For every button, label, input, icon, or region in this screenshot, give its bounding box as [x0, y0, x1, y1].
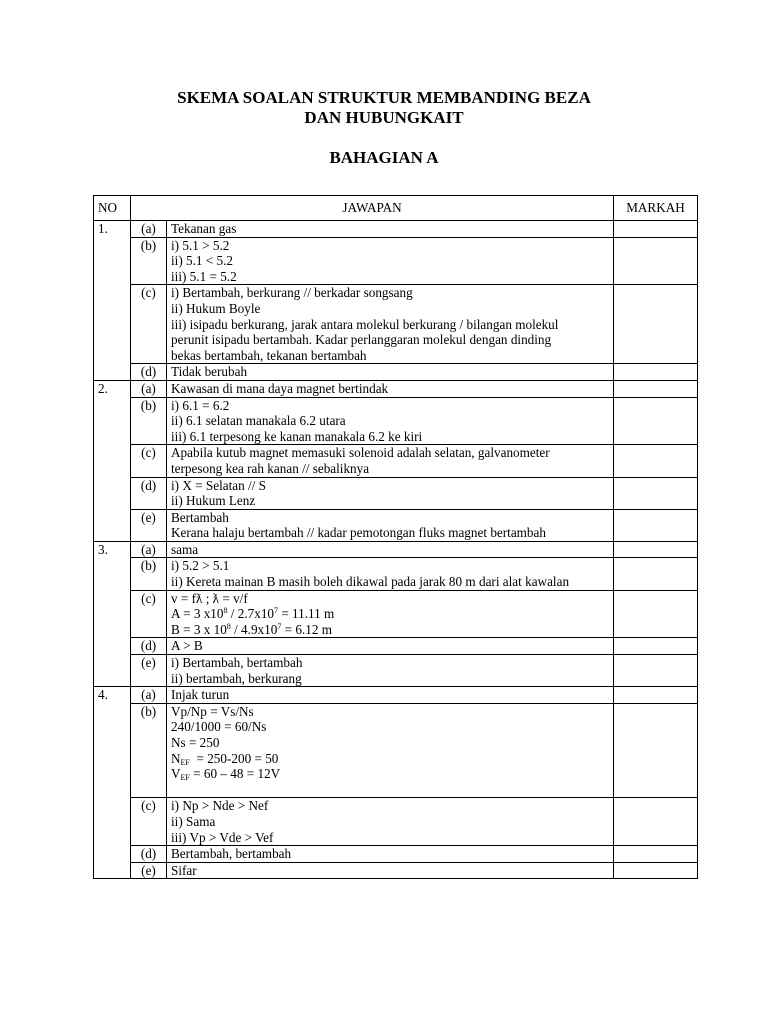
answer-line [171, 461, 609, 477]
table-row [94, 590, 698, 638]
answer-line [171, 558, 609, 574]
answer-line [171, 398, 609, 414]
answer-line [171, 574, 609, 590]
answer-cell [167, 364, 614, 381]
answer-text: / 4.9x10 [230, 621, 278, 637]
marks-cell [614, 655, 698, 687]
question-part: (b) [131, 397, 167, 445]
answer-line [171, 638, 609, 654]
marks-cell [614, 445, 698, 477]
answer-line [171, 814, 609, 830]
answer-text: Bertambah, bertambah [171, 846, 292, 862]
question-part: (a) [131, 380, 167, 397]
answer-text: Kawasan di mana daya magnet bertindak [171, 380, 389, 396]
answer-text: terpesong kea rah kanan // sebaliknya [171, 460, 370, 476]
answer-line [171, 493, 609, 509]
marks-cell [614, 285, 698, 364]
answer-text: ii) Sama [171, 813, 216, 829]
table-row [94, 477, 698, 509]
answer-cell [167, 798, 614, 846]
question-part: (e) [131, 655, 167, 687]
table-row [94, 687, 698, 704]
table-row [94, 237, 698, 285]
answer-cell [167, 638, 614, 655]
answer-line [171, 478, 609, 494]
answer-text: Apabila kutub magnet memasuki solenoid adalah selatan, galvanometer [171, 445, 550, 461]
answer-line [171, 413, 609, 429]
answer-text: i) 5.1 > 5.2 [171, 237, 230, 253]
table-row [94, 380, 698, 397]
marks-cell [614, 364, 698, 381]
answer-text: v = fƛ ; ƛ = v/f [171, 590, 248, 606]
question-part: (c) [131, 798, 167, 846]
document-title [0, 88, 768, 128]
answer-line [171, 332, 609, 348]
table-row [94, 703, 698, 798]
answer-line [171, 863, 609, 879]
question-part: (b) [131, 703, 167, 798]
table-row [94, 445, 698, 477]
subscript: EF [180, 773, 190, 783]
marks-cell [614, 558, 698, 590]
answer-text: N [171, 750, 181, 766]
answer-line [171, 735, 609, 751]
answer-text: perunit isipadu bertambah. Kadar perlanggaran molekul dengan dinding [171, 332, 552, 348]
question-part: (d) [131, 846, 167, 863]
answer-line [171, 348, 609, 364]
marks-cell [614, 237, 698, 285]
table-row [94, 364, 698, 381]
answer-cell [167, 477, 614, 509]
answer-line [171, 364, 609, 380]
answer-line [171, 687, 609, 703]
answer-line [171, 655, 609, 671]
title-line-2: DAN HUBUNGKAIT [304, 108, 464, 127]
question-part: (c) [131, 445, 167, 477]
answer-text: Kerana halaju bertambah // kadar pemotongan fluks magnet bertambah [171, 525, 546, 541]
answer-text: i) 5.2 > 5.1 [171, 558, 230, 574]
question-number: 3. [94, 541, 131, 686]
answer-line [171, 798, 609, 814]
superscript: 8 [223, 606, 228, 616]
answer-line [171, 671, 609, 687]
marks-cell [614, 509, 698, 541]
superscript: 7 [277, 621, 282, 631]
section-heading: BAHAGIAN A [329, 148, 439, 167]
header-answer: JAWAPAN [131, 196, 614, 221]
title-line-1: SKEMA SOALAN STRUKTUR MEMBANDING BEZA [177, 88, 591, 107]
table-row [94, 862, 698, 879]
answer-cell [167, 509, 614, 541]
answer-text: iii) 5.1 = 5.2 [171, 268, 237, 284]
question-part: (a) [131, 221, 167, 238]
answer-text: ii) Kereta mainan B masih boleh dikawal pada jarak 80 m dari alat kawalan [171, 574, 570, 590]
answer-line [171, 445, 609, 461]
answer-cell [167, 590, 614, 638]
answer-text: = 11.11 m [278, 606, 335, 622]
answer-text: V [171, 766, 181, 782]
answer-text: 240/1000 = 60/Ns [171, 719, 267, 735]
answer-text: = 6.12 m [281, 621, 332, 637]
table-row [94, 541, 698, 558]
answer-cell [167, 558, 614, 590]
table-row [94, 638, 698, 655]
question-part: (c) [131, 285, 167, 364]
marks-cell [614, 862, 698, 879]
marks-cell [614, 541, 698, 558]
answer-line [171, 238, 609, 254]
answer-text: ii) Hukum Lenz [171, 493, 256, 509]
answer-line [171, 269, 609, 285]
question-part: (d) [131, 364, 167, 381]
answer-line [171, 542, 609, 558]
table-header-row [94, 196, 698, 221]
marks-cell [614, 477, 698, 509]
answer-text: ii) bertambah, berkurang [171, 670, 302, 686]
marks-cell [614, 703, 698, 798]
answer-line [171, 301, 609, 317]
marks-cell [614, 846, 698, 863]
table-row [94, 558, 698, 590]
question-part: (a) [131, 541, 167, 558]
answer-text: Ns = 250 [171, 735, 220, 750]
question-part: (a) [131, 687, 167, 704]
answer-cell [167, 703, 614, 798]
answer-text: A = 3 x10 [171, 606, 224, 622]
answer-line [171, 317, 609, 333]
answer-line [171, 525, 609, 541]
answer-text: Tidak berubah [171, 364, 248, 380]
answer-text: bekas bertambah, tekanan bertambah [171, 347, 367, 363]
answer-cell [167, 237, 614, 285]
table-row [94, 798, 698, 846]
answer-text: = 60 – 48 = 12V [189, 766, 281, 782]
question-number: 4. [94, 687, 131, 879]
answer-line [171, 622, 609, 638]
answer-text: ii) Hukum Boyle [171, 300, 261, 316]
answer-text: iii) 6.1 terpesong ke kanan manakala 6.2 ke kiri [171, 428, 423, 444]
marking-scheme-table [93, 195, 698, 879]
question-part: (d) [131, 638, 167, 655]
subscript: EF [180, 757, 190, 767]
question-part: (e) [131, 509, 167, 541]
answer-line [171, 751, 609, 767]
table-row [94, 509, 698, 541]
marks-cell [614, 798, 698, 846]
answer-cell [167, 655, 614, 687]
answer-text: = 250-200 = 50 [189, 750, 279, 766]
answer-cell [167, 285, 614, 364]
table-row [94, 221, 698, 238]
table-row [94, 655, 698, 687]
marks-cell [614, 380, 698, 397]
answer-cell [167, 221, 614, 238]
answer-line [171, 830, 609, 846]
answer-line [171, 704, 609, 720]
answer-text: Tekanan gas [171, 221, 237, 236]
marks-cell [614, 221, 698, 238]
answer-text: A > B [171, 638, 203, 654]
answer-text: B = 3 x 10 [171, 621, 227, 637]
answer-text: ii) 6.1 selatan manakala 6.2 utara [171, 413, 346, 429]
answer-text: iii) Vp > Vde > Vef [171, 829, 274, 845]
answer-cell [167, 445, 614, 477]
answer-line [171, 381, 609, 397]
answer-text: Injak turun [171, 687, 230, 703]
answer-text: i) Bertambah, bertambah [171, 655, 303, 671]
answer-line [171, 253, 609, 269]
question-part: (c) [131, 590, 167, 638]
superscript: 7 [274, 606, 279, 616]
answer-text: ii) 5.1 < 5.2 [171, 253, 234, 269]
answer-cell [167, 846, 614, 863]
table-row [94, 397, 698, 445]
question-part: (d) [131, 477, 167, 509]
answer-line [171, 846, 609, 862]
question-number: 2. [94, 380, 131, 541]
answer-text: Bertambah [171, 509, 229, 525]
answer-line [171, 719, 609, 735]
table-row [94, 846, 698, 863]
answer-line [171, 782, 609, 798]
marks-cell [614, 590, 698, 638]
answer-text: i) Bertambah, berkurang // berkadar songsang [171, 285, 413, 301]
question-number: 1. [94, 221, 131, 381]
answer-cell [167, 687, 614, 704]
answer-line [171, 606, 609, 622]
question-part: (b) [131, 237, 167, 285]
table-row [94, 285, 698, 364]
answer-text: Vp/Np = Vs/Ns [171, 703, 254, 719]
answer-cell [167, 541, 614, 558]
answer-text: sama [171, 541, 199, 557]
superscript: 8 [226, 621, 231, 631]
answer-text: Sifar [171, 862, 197, 878]
answer-line [171, 591, 609, 607]
answer-line [171, 285, 609, 301]
question-part: (e) [131, 862, 167, 879]
answer-text: iii) isipadu berkurang, jarak antara molekul berkurang / bilangan molekul [171, 316, 559, 332]
answer-line [171, 766, 609, 782]
marks-cell [614, 397, 698, 445]
answer-text: i) Np > Nde > Nef [171, 798, 269, 814]
answer-text: i) 6.1 = 6.2 [171, 397, 230, 413]
marks-cell [614, 638, 698, 655]
answer-line [171, 221, 609, 237]
answer-cell [167, 862, 614, 879]
marks-cell [614, 687, 698, 704]
answer-text: i) X = Selatan // S [171, 477, 266, 493]
answer-line [171, 510, 609, 526]
answer-cell [167, 380, 614, 397]
answer-text: / 2.7x10 [227, 606, 275, 622]
question-part: (b) [131, 558, 167, 590]
header-marks: MARKAH [614, 196, 698, 221]
answer-line [171, 429, 609, 445]
answer-cell [167, 397, 614, 445]
header-no: NO [94, 196, 131, 221]
